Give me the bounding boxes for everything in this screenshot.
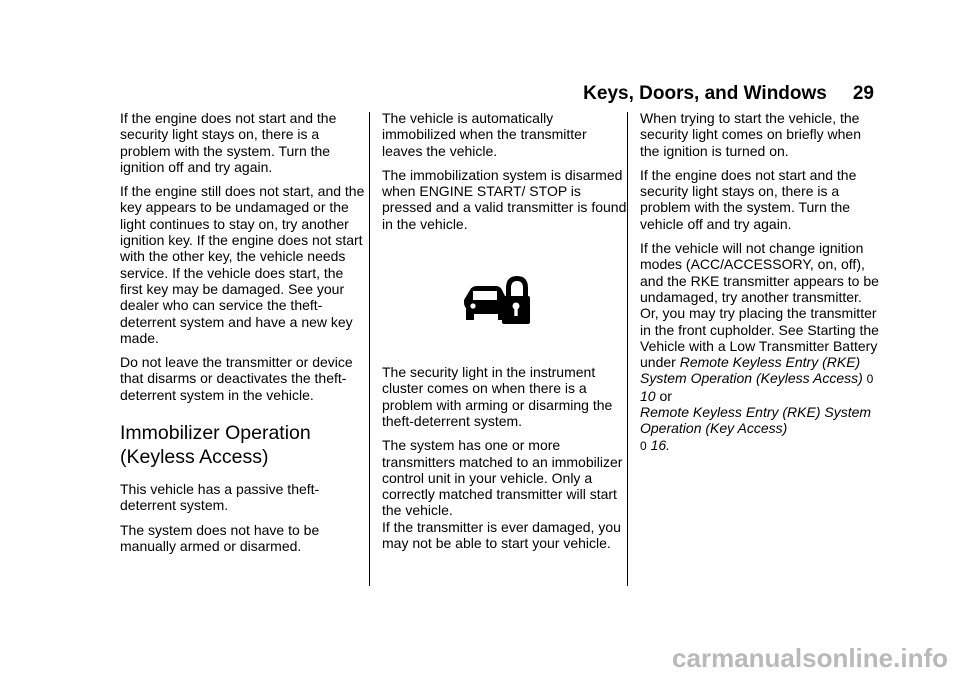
paragraph: The system has one or more transmitters matched to an immobilizer control unit in your vehicle. Only a correctly matched transmitter will start the vehicle. xyxy=(382,437,623,519)
paragraph: Do not leave the transmitter or device that disarms or deactivates the theft-deterrent system in the vehicle. xyxy=(120,354,353,403)
section-title: Keys, Doors, and Windows xyxy=(583,83,827,104)
paragraph: This vehicle has a passive theft-deterrent system. xyxy=(120,481,320,514)
paragraph: The immobilization system is disarmed when ENGINE START/ STOP is pressed and a valid transmitter is found in the vehicle. xyxy=(382,166,627,232)
paragraph: The vehicle is automatically immobilized when the transmitter leaves the vehicle. xyxy=(382,110,587,159)
paragraph: If the engine still does not start, and the key appears to be undamaged or the light continues to stay on, try another ignition key. If the engine does not start with the other key, the vehicle needs service. If the vehicle does start, the first key may be damaged. See your dealer who can service the theft-deterrent system and have a new key made. xyxy=(120,183,365,346)
paragraph: If the transmitter is ever damaged, you may not be able to start your vehicle. xyxy=(382,518,621,552)
page-number: 29 xyxy=(852,83,874,104)
section-heading: Immobilizer Operation (Keyless Access) xyxy=(120,422,311,469)
column-divider-1 xyxy=(369,112,370,586)
page-header xyxy=(583,83,874,105)
paragraph: If the engine does not start and the security light stays on, there is a problem with the system. Turn the vehicle off and try again. xyxy=(640,166,857,232)
paragraph-text: If the vehicle will not change ignition modes (ACC/ACCESSORY, on, off), and the RKE transmitter appears to be undamaged, try another transmitter. Or, you may try placing the transmitter in the front cupholder. See Starting the Vehicle with a Low Transmitter Battery under xyxy=(640,240,879,371)
paragraph: The security light in the instrument cluster comes on when there is a problem with arming or disarming the theft-deterrent system. xyxy=(382,364,613,429)
page-ref[interactable]: 10 xyxy=(640,387,656,404)
conjunction: or xyxy=(659,387,672,404)
paragraph: The system does not have to be manually armed or disarmed. xyxy=(120,521,320,554)
security-light-icon xyxy=(462,274,530,326)
paragraph: When trying to start the vehicle, the security light comes on briefly when the ignition is turned on. xyxy=(640,110,861,159)
watermark: carmanualsonline.info xyxy=(672,643,948,673)
page-ref[interactable]: 16. xyxy=(650,436,671,453)
page-arrow-icon: 0 xyxy=(640,438,647,453)
page-arrow-icon: 0 xyxy=(866,372,874,387)
column-1 xyxy=(120,110,366,562)
cross-reference-link[interactable]: Remote Keyless Entry (RKE) System Operation (Key Access) xyxy=(640,404,872,437)
column-3 xyxy=(640,110,880,462)
paragraph xyxy=(640,240,880,454)
cross-reference-link[interactable]: Remote Keyless Entry (RKE) System Operation (Keyless Access) xyxy=(640,354,863,387)
security-light-icon-container xyxy=(382,240,628,358)
column-2 xyxy=(382,110,628,559)
paragraph: If the engine does not start and the security light stays on, there is a problem with the system. Turn the ignition off and try again. xyxy=(120,110,337,175)
